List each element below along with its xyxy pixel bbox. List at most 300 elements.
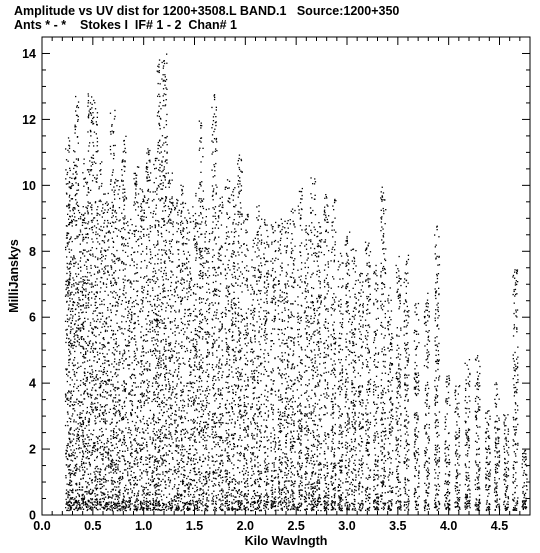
data-point xyxy=(105,323,106,324)
data-point xyxy=(158,451,159,452)
data-point xyxy=(155,331,156,332)
data-point xyxy=(128,246,129,247)
data-point xyxy=(181,452,182,453)
data-point xyxy=(168,408,169,409)
data-point xyxy=(209,334,210,335)
data-point xyxy=(205,303,206,304)
data-point xyxy=(189,375,190,376)
data-point xyxy=(129,328,130,329)
data-point xyxy=(125,442,126,443)
data-point xyxy=(157,340,158,341)
data-point xyxy=(92,343,93,344)
data-point xyxy=(199,507,200,508)
data-point xyxy=(167,152,168,153)
data-point xyxy=(72,298,73,299)
data-point xyxy=(172,507,173,508)
data-point xyxy=(76,496,77,497)
data-point xyxy=(93,286,94,287)
data-point xyxy=(175,472,176,473)
data-point xyxy=(177,281,178,282)
data-point xyxy=(119,411,120,412)
data-point xyxy=(189,503,190,504)
data-point xyxy=(175,325,176,326)
data-point xyxy=(81,339,82,340)
data-point xyxy=(76,505,77,506)
data-point xyxy=(135,412,136,413)
data-point xyxy=(119,461,120,462)
data-point xyxy=(79,496,80,497)
data-point xyxy=(187,350,188,351)
data-point xyxy=(176,446,177,447)
data-point xyxy=(115,270,116,271)
data-point xyxy=(186,292,187,293)
data-point xyxy=(152,443,153,444)
data-point xyxy=(133,178,134,179)
data-point xyxy=(179,357,180,358)
data-point xyxy=(168,506,169,507)
data-point xyxy=(111,422,112,423)
data-point xyxy=(205,478,206,479)
data-point xyxy=(74,335,75,336)
data-point xyxy=(78,289,79,290)
data-point xyxy=(157,323,158,324)
data-point xyxy=(107,353,108,354)
data-point xyxy=(96,484,97,485)
data-point xyxy=(89,430,90,431)
data-point xyxy=(168,431,169,432)
data-point xyxy=(190,381,191,382)
data-point xyxy=(157,220,158,221)
data-point xyxy=(71,485,72,486)
data-point xyxy=(126,506,127,507)
data-point xyxy=(207,376,208,377)
data-point xyxy=(198,397,199,398)
data-point xyxy=(138,316,139,317)
data-point xyxy=(119,503,120,504)
data-point xyxy=(165,245,166,246)
data-point xyxy=(177,490,178,491)
data-point xyxy=(136,422,137,423)
data-point xyxy=(122,451,123,452)
data-point xyxy=(70,421,71,422)
data-point xyxy=(187,383,188,384)
data-point xyxy=(97,479,98,480)
data-point xyxy=(168,183,169,184)
data-point xyxy=(170,405,171,406)
data-point xyxy=(172,333,173,334)
data-point xyxy=(203,410,204,411)
data-point xyxy=(142,251,143,252)
data-point xyxy=(132,405,133,406)
data-point xyxy=(136,273,137,274)
data-point xyxy=(80,216,81,217)
data-point xyxy=(121,315,122,316)
data-point xyxy=(191,484,192,485)
data-point xyxy=(165,210,166,211)
data-point xyxy=(178,228,179,229)
data-point xyxy=(68,371,69,372)
data-point xyxy=(177,431,178,432)
data-point xyxy=(184,405,185,406)
data-point xyxy=(109,412,110,413)
data-point xyxy=(199,198,200,199)
data-point xyxy=(91,348,92,349)
data-point xyxy=(200,251,201,252)
data-point xyxy=(190,289,191,290)
data-point xyxy=(146,169,147,170)
data-point xyxy=(113,470,114,471)
data-point xyxy=(192,500,193,501)
data-point xyxy=(117,466,118,467)
data-point xyxy=(131,254,132,255)
data-point xyxy=(149,262,150,263)
data-point xyxy=(88,298,89,299)
data-point xyxy=(102,486,103,487)
data-point xyxy=(106,284,107,285)
data-point xyxy=(118,441,119,442)
data-point xyxy=(91,268,92,269)
data-point xyxy=(164,203,165,204)
data-point xyxy=(87,491,88,492)
data-point xyxy=(179,440,180,441)
data-point xyxy=(130,265,131,266)
data-point xyxy=(110,134,111,135)
data-point xyxy=(68,287,69,288)
data-point xyxy=(143,199,144,200)
data-point xyxy=(194,496,195,497)
data-point xyxy=(68,233,69,234)
data-point xyxy=(69,278,70,279)
data-point xyxy=(99,370,100,371)
data-point xyxy=(170,322,171,323)
data-point xyxy=(75,220,76,221)
data-point xyxy=(119,258,120,259)
data-point xyxy=(134,369,135,370)
data-point xyxy=(75,508,76,509)
data-point xyxy=(159,398,160,399)
data-point xyxy=(86,228,87,229)
data-point xyxy=(94,225,95,226)
data-point xyxy=(110,146,111,147)
data-point xyxy=(138,504,139,505)
data-point xyxy=(190,383,191,384)
data-point xyxy=(86,457,87,458)
data-point xyxy=(94,403,95,404)
data-point xyxy=(157,406,158,407)
data-point xyxy=(152,321,153,322)
data-point xyxy=(111,380,112,381)
data-point xyxy=(87,482,88,483)
data-point xyxy=(197,335,198,336)
data-point xyxy=(96,374,97,375)
data-point xyxy=(75,443,76,444)
data-point xyxy=(77,115,78,116)
data-point xyxy=(165,267,166,268)
data-point xyxy=(97,509,98,510)
data-point xyxy=(116,487,117,488)
data-point xyxy=(119,458,120,459)
data-point xyxy=(174,388,175,389)
data-point xyxy=(88,280,89,281)
data-point xyxy=(93,352,94,353)
data-point xyxy=(166,307,167,308)
data-point xyxy=(162,297,163,298)
data-point xyxy=(94,356,95,357)
data-point xyxy=(90,473,91,474)
data-point xyxy=(173,234,174,235)
data-point xyxy=(70,311,71,312)
data-point xyxy=(128,504,129,505)
data-point xyxy=(78,185,79,186)
data-point xyxy=(140,366,141,367)
data-point xyxy=(143,278,144,279)
data-point xyxy=(140,206,141,207)
data-point xyxy=(193,468,194,469)
data-point xyxy=(152,327,153,328)
data-point xyxy=(181,303,182,304)
data-point xyxy=(83,206,84,207)
data-point xyxy=(88,212,89,213)
data-point xyxy=(184,364,185,365)
data-point xyxy=(141,374,142,375)
data-point xyxy=(72,471,73,472)
data-point xyxy=(152,217,153,218)
data-point xyxy=(96,505,97,506)
data-point xyxy=(161,189,162,190)
data-point xyxy=(111,312,112,313)
data-point xyxy=(192,445,193,446)
data-point xyxy=(161,496,162,497)
data-point xyxy=(76,429,77,430)
data-point xyxy=(81,465,82,466)
data-point xyxy=(77,202,78,203)
data-point xyxy=(194,410,195,411)
data-point xyxy=(116,219,117,220)
data-point xyxy=(160,455,161,456)
data-point xyxy=(113,507,114,508)
data-point xyxy=(197,503,198,504)
data-point xyxy=(140,421,141,422)
data-point xyxy=(78,434,79,435)
data-point xyxy=(131,466,132,467)
data-point xyxy=(141,216,142,217)
data-point xyxy=(107,375,108,376)
data-point xyxy=(180,454,181,455)
data-point xyxy=(199,411,200,412)
data-point xyxy=(198,500,199,501)
data-point xyxy=(140,502,141,503)
data-point xyxy=(120,439,121,440)
data-point xyxy=(77,489,78,490)
data-point xyxy=(158,111,159,112)
data-point xyxy=(102,323,103,324)
data-point xyxy=(74,351,75,352)
data-point xyxy=(107,440,108,441)
data-point xyxy=(113,132,114,133)
data-point xyxy=(163,156,164,157)
data-point xyxy=(187,327,188,328)
data-point xyxy=(95,310,96,311)
data-point xyxy=(199,381,200,382)
data-point xyxy=(165,507,166,508)
data-point xyxy=(152,475,153,476)
data-point xyxy=(89,463,90,464)
data-point xyxy=(170,251,171,252)
data-point xyxy=(116,369,117,370)
data-point xyxy=(113,389,114,390)
data-point xyxy=(80,267,81,268)
data-point xyxy=(135,478,136,479)
data-point xyxy=(85,276,86,277)
data-point xyxy=(203,461,204,462)
data-point xyxy=(79,470,80,471)
data-point xyxy=(194,362,195,363)
data-point xyxy=(158,249,159,250)
data-point xyxy=(90,433,91,434)
data-point xyxy=(161,464,162,465)
data-point xyxy=(195,294,196,295)
data-point xyxy=(117,305,118,306)
data-point xyxy=(157,363,158,364)
data-point xyxy=(196,490,197,491)
data-point xyxy=(184,263,185,264)
data-point xyxy=(125,464,126,465)
data-point xyxy=(72,395,73,396)
data-point xyxy=(107,205,108,206)
data-point xyxy=(95,397,96,398)
data-point xyxy=(78,119,79,120)
data-point xyxy=(147,361,148,362)
data-point xyxy=(123,180,124,181)
data-point xyxy=(157,300,158,301)
data-point xyxy=(202,201,203,202)
data-point xyxy=(152,386,153,387)
data-point xyxy=(202,391,203,392)
data-point xyxy=(160,199,161,200)
data-point xyxy=(170,398,171,399)
data-point xyxy=(123,264,124,265)
data-point xyxy=(140,420,141,421)
data-point xyxy=(130,488,131,489)
data-point xyxy=(170,432,171,433)
data-point xyxy=(73,162,74,163)
data-point xyxy=(170,220,171,221)
data-point xyxy=(188,420,189,421)
data-point xyxy=(136,495,137,496)
data-point xyxy=(104,209,105,210)
data-point xyxy=(146,503,147,504)
data-point xyxy=(65,475,66,476)
data-point xyxy=(178,495,179,496)
data-point xyxy=(178,476,179,477)
data-point xyxy=(171,223,172,224)
data-point xyxy=(200,202,201,203)
data-point xyxy=(117,381,118,382)
data-point xyxy=(127,493,128,494)
data-point xyxy=(94,460,95,461)
data-point xyxy=(116,504,117,505)
data-point xyxy=(121,503,122,504)
data-point xyxy=(179,310,180,311)
data-point xyxy=(199,278,200,279)
data-point xyxy=(88,422,89,423)
data-point xyxy=(192,420,193,421)
data-point xyxy=(74,216,75,217)
data-point xyxy=(174,289,175,290)
data-point xyxy=(105,468,106,469)
data-point xyxy=(130,309,131,310)
data-point xyxy=(115,508,116,509)
data-point xyxy=(156,474,157,475)
data-point xyxy=(72,209,73,210)
data-point xyxy=(115,426,116,427)
data-point xyxy=(195,400,196,401)
data-point xyxy=(68,465,69,466)
data-point xyxy=(74,342,75,343)
data-point xyxy=(111,430,112,431)
data-point xyxy=(103,449,104,450)
data-point xyxy=(74,498,75,499)
data-point xyxy=(157,96,158,97)
data-point xyxy=(68,345,69,346)
data-point xyxy=(132,421,133,422)
data-point xyxy=(144,287,145,288)
data-point xyxy=(67,280,68,281)
data-point xyxy=(82,475,83,476)
data-point xyxy=(105,391,106,392)
data-point xyxy=(143,500,144,501)
data-point xyxy=(103,456,104,457)
data-point xyxy=(158,386,159,387)
data-point xyxy=(69,140,70,141)
data-point xyxy=(181,318,182,319)
data-point xyxy=(104,499,105,500)
data-point xyxy=(118,189,119,190)
data-point xyxy=(124,444,125,445)
data-point xyxy=(136,448,137,449)
data-point xyxy=(165,465,166,466)
data-point xyxy=(92,498,93,499)
data-point xyxy=(202,248,203,249)
data-point xyxy=(112,213,113,214)
data-point xyxy=(193,510,194,511)
data-point xyxy=(95,201,96,202)
data-point xyxy=(197,505,198,506)
data-point xyxy=(204,233,205,234)
data-point xyxy=(181,416,182,417)
data-point xyxy=(127,468,128,469)
data-point xyxy=(181,345,182,346)
data-point xyxy=(146,352,147,353)
data-point xyxy=(87,182,88,183)
data-point xyxy=(66,183,67,184)
data-point xyxy=(68,508,69,509)
data-point xyxy=(68,268,69,269)
data-point xyxy=(193,431,194,432)
data-point xyxy=(72,489,73,490)
data-point xyxy=(143,432,144,433)
data-point xyxy=(177,509,178,510)
data-point xyxy=(171,241,172,242)
data-point xyxy=(114,255,115,256)
data-point xyxy=(92,313,93,314)
data-point xyxy=(110,472,111,473)
data-point xyxy=(155,224,156,225)
data-point xyxy=(68,362,69,363)
data-point xyxy=(92,450,93,451)
data-point xyxy=(115,412,116,413)
data-point xyxy=(181,430,182,431)
